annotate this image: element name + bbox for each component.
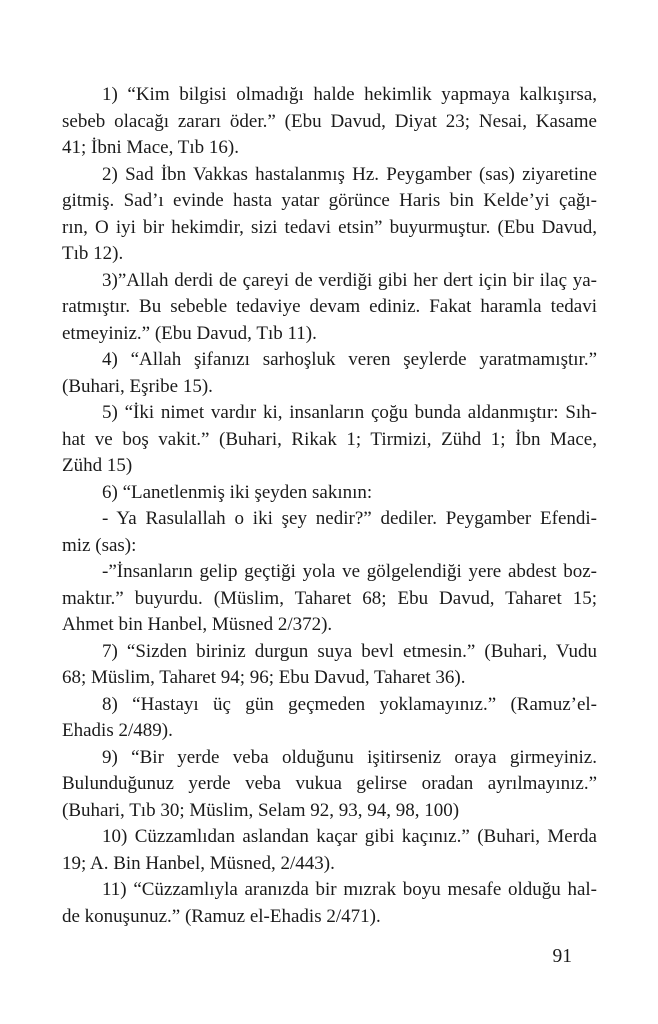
text-line: -”İnsanların gelip geçtiği yola ve gölgelendiği yere abdest boz- [102, 561, 597, 582]
page-text [62, 82, 597, 930]
text-line: sebeb olacağı zararı öder.” (Ebu Davud, Diyat 23; Nesai, Kasame [62, 110, 597, 132]
paragraph [62, 745, 597, 825]
text-line: 10) Cüzzamlıdan aslandan kaçar gibi kaçınız.” (Buhari, Merda [102, 826, 597, 847]
text-line: 3)”Allah derdi de çareyi de verdiği gibi her dert için bir ilaç ya- [102, 269, 597, 291]
paragraph [62, 268, 597, 348]
text-line: Bulunduğunuz yerde veba vukua gelirse oradan ayrılmayınız.” [62, 773, 597, 794]
text-line: 68; Müslim, Taharet 94; 96; Ebu Davud, Taharet 36). [62, 667, 466, 688]
text-line: maktır.” buyurdu. (Müslim, Taharet 68; Ebu Davud, Taharet 15; [62, 587, 597, 609]
paragraph [62, 162, 597, 268]
paragraph [62, 877, 597, 930]
paragraph [62, 559, 597, 639]
text-line: etmeyiniz.” (Ebu Davud, Tıb 11). [62, 322, 317, 344]
text-line: 6) “Lanetlenmiş iki şeyden sakının: [102, 481, 373, 503]
text-line: miz (sas): [62, 534, 137, 556]
text-line: 41; İbni Mace, Tıb 16). [62, 137, 239, 158]
text-line: 4) “Allah şifanızı sarhoşluk veren şeylerde yaratmamıştır.” [102, 349, 597, 370]
text-line: - Ya Rasulallah o iki şey nedir?” dediler. Peygamber Efendi- [102, 508, 597, 529]
text-line: gitmiş. Sad’ı evinde hasta yatar görünce Haris bin Kelde’yi çağı- [62, 190, 597, 211]
text-line: 2) Sad İbn Vakkas hastalanmış Hz. Peygamber (sas) ziyaretine [102, 163, 597, 185]
text-line: 19; A. Bin Hanbel, Müsned, 2/443). [62, 852, 335, 874]
text-line: hat ve boş vakit.” (Buhari, Rikak 1; Tirmizi, Zühd 1; İbn Mace, [62, 428, 597, 450]
paragraph [62, 400, 597, 480]
text-line: Zühd 15) [62, 455, 133, 476]
paragraph [62, 824, 597, 877]
text-line: de konuşunuz.” (Ramuz el-Ehadis 2/471). [62, 905, 381, 927]
text-line: Ahmet bin Hanbel, Müsned 2/372). [62, 614, 333, 635]
paragraph [62, 82, 597, 162]
text-line: 11) “Cüzzamlıyla aranızda bir mızrak boyu mesafe olduğu hal- [102, 879, 597, 900]
paragraph [62, 480, 597, 507]
text-line: 9) “Bir yerde veba olduğunu işitirseniz oraya girmeyiniz. [102, 746, 597, 768]
text-line: (Buhari, Tıb 30; Müslim, Selam 92, 93, 94, 98, 100) [62, 799, 460, 821]
text-line: Ehadis 2/489). [62, 720, 173, 741]
paragraph [62, 347, 597, 400]
text-line: (Buhari, Eşribe 15). [62, 375, 213, 397]
page-number: 91 [552, 946, 572, 967]
text-line: ratmıştır. Bu sebeble tedaviye devam ediniz. Fakat haramla tedavi [62, 296, 597, 317]
text-line: Tıb 12). [62, 243, 124, 264]
text-line: 1) “Kim bilgisi olmadığı halde hekimlik yapmaya kalkışırsa, [102, 84, 597, 105]
text-line: 8) “Hastayı üç gün geçmeden yoklamayınız.” (Ramuz’el- [102, 693, 597, 715]
text-line: rın, O iyi bir hekimdir, sizi tedavi etsin” buyurmuştur. (Ebu Davud, [62, 216, 597, 238]
paragraph [62, 639, 597, 692]
paragraph [62, 506, 597, 559]
paragraph [62, 692, 597, 745]
text-line: 7) “Sizden biriniz durgun suya bevl etmesin.” (Buhari, Vudu [102, 640, 597, 662]
text-line: 5) “İki nimet vardır ki, insanların çoğu bunda aldanmıştır: Sıh- [102, 402, 597, 423]
